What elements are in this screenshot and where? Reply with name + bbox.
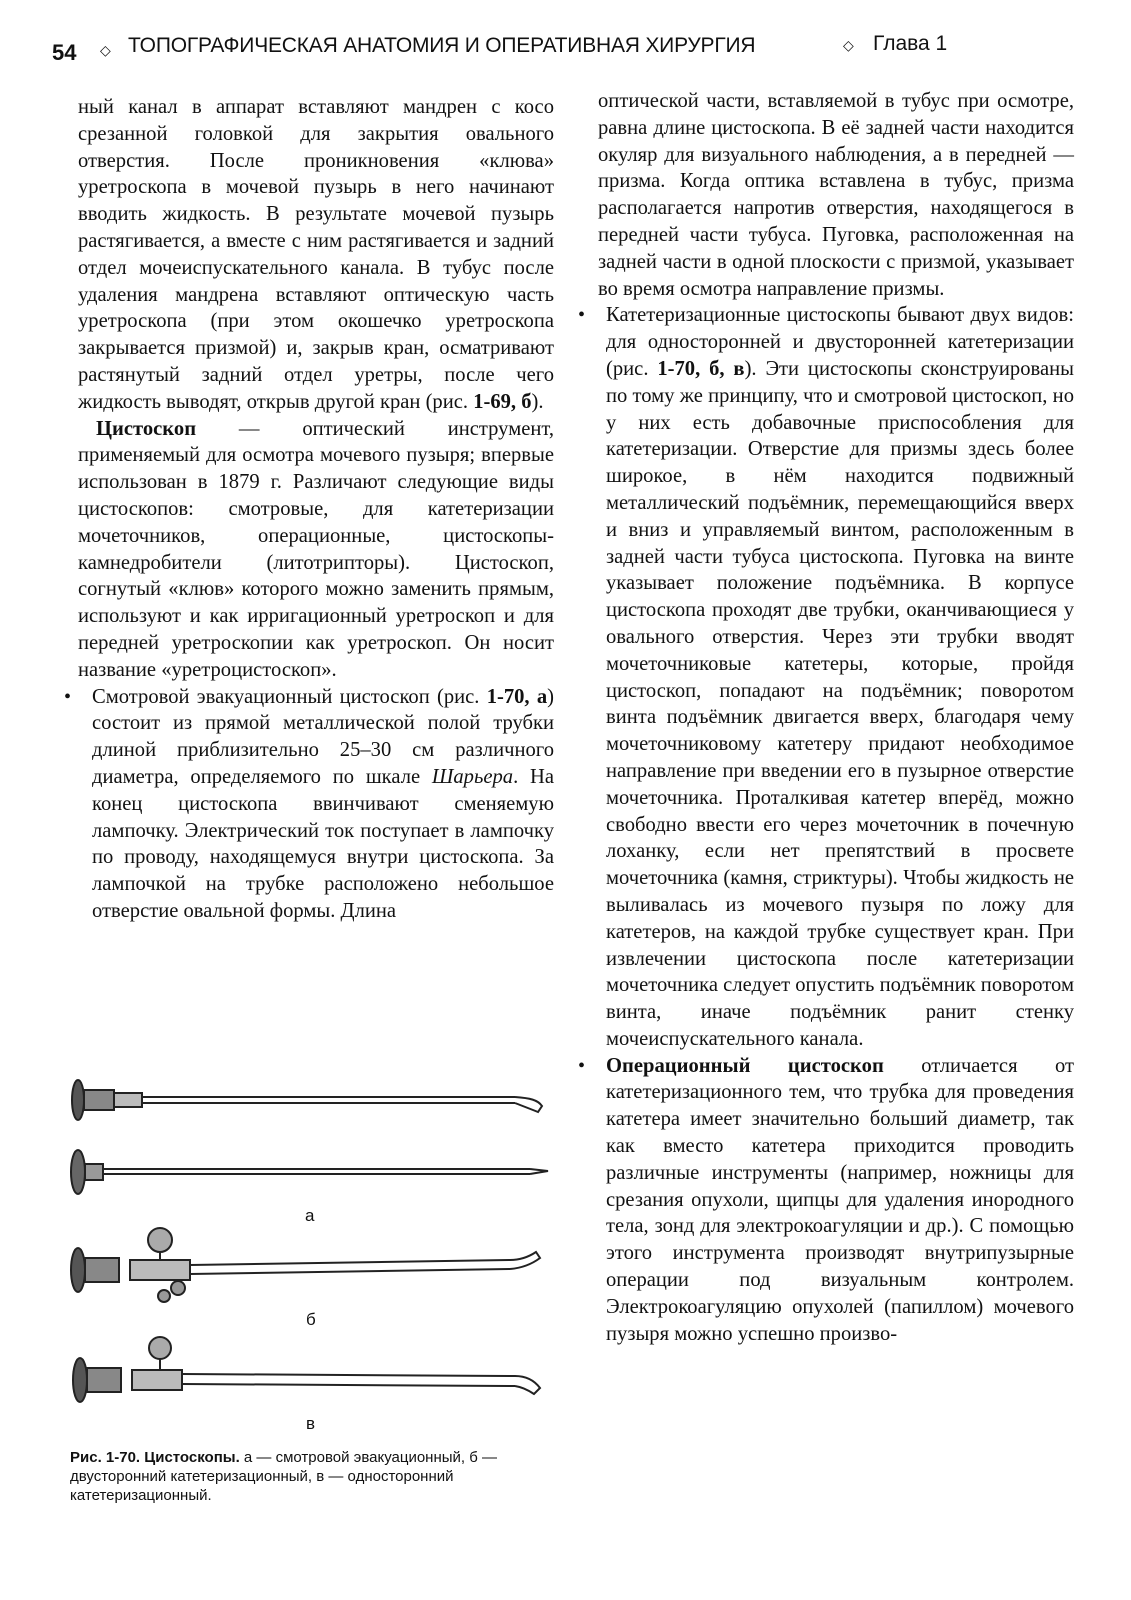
figure-label-b: б (306, 1310, 316, 1329)
paragraph: Цистоскоп — оптический инструмент, применяемый для осмотра мочевого пузыря; впервые использован в 1879 г. Различают следующие виды цистоскопов: смотровые, для катетеризации мочеточников, операционные, цистоскопы-камнедробители (литотрипторы). Цистоскоп, согнутый «клюв» которого можно заменить прямым, используют и как ирригационный уретроскоп и для передней уретроскопии как уретроскоп. Он носит название «уретроцистоскоп». (78, 417, 554, 681)
bullet-icon: • (578, 304, 586, 327)
page-number: 54 (52, 40, 77, 65)
term-cystoscope: Цистоскоп (96, 417, 197, 440)
list-item: • Операционный цистоскоп отличается от катетеризационного тем, что трубка для проведения катетера имеет значительно больший диаметр, так как вместо катетера приходится проводить различные инструменты (например, ножницы для срезания опухоли, щипцы для удаления инородного тела, зонд для электрокоагуляции и др.). С помощью этого инструмента производят внутрипузырные операции под визуальным контролем. Электрокоагуляцию опухолей (папиллом) мочевого пузыря можно успешно произво- (578, 1054, 1074, 1345)
paragraph: оптической части, вставляемой в тубус при осмотре, равна длине цистоскопа. В её задней части находится окуляр для визуального наблюдения, а в передней — призма. Когда оптика вставлена в тубус, призма располагается напротив отверстия, находящегося в передней части тубуса. Пуговка, расположенная на задней части в одной плоскости с призмой, указывает во время осмотра направление призмы. (598, 90, 1074, 300)
figure-label-a: а (305, 1206, 315, 1225)
book-title: ТОПОГРАФИЧЕСКАЯ АНАТОМИЯ И ОПЕРАТИВНАЯ ХИРУРГИЯ (128, 34, 756, 57)
caption-title: Рис. 1-70. Цистоскопы. (70, 1449, 240, 1466)
chapter-label: Глава 1 (873, 32, 948, 55)
bullet-icon: • (64, 685, 72, 708)
cystoscope-illustrations (60, 1060, 560, 1460)
figure-caption (70, 1448, 556, 1505)
cystoscope-a1-drawing (72, 1080, 542, 1120)
cystoscope-a2-drawing (71, 1150, 548, 1194)
term-operating-cystoscope: Операционный цистоскоп (606, 1054, 884, 1077)
left-column (64, 94, 555, 925)
figure-cystoscopes (60, 1060, 560, 1460)
cystoscope-b-drawing (71, 1228, 540, 1302)
list-item: • Смотровой эвакуационный цистоскоп (рис. 1-70, а) состоит из прямой металлической полой трубки длиной приблизительно 25–30 см различного диаметра, определяемого по шкале Шарьера. На конец цистоскопа ввинчивают сменяемую лампочку. Электрический ток поступает в лампочку по проводу, находящемуся внутри цистоскопа. За лампочкой на трубке расположено небольшое отверстие овальной формы. Длина (64, 685, 555, 922)
diamond-icon: ◇ (843, 37, 854, 53)
diamond-icon: ◇ (100, 42, 111, 58)
cystoscope-v-drawing (73, 1337, 540, 1402)
caption-text: а — смотровой эвакуационный, б — двусторонний катетеризационный, в — односторонний катетеризационный. (70, 1449, 497, 1504)
bullet-icon: • (578, 1054, 586, 1077)
figure-label-v: в (306, 1414, 316, 1433)
running-header (40, 30, 1090, 64)
list-item: • Катетеризационные цистоскопы бывают двух видов: для односторонней и двусторонней катетеризации (рис. 1-70, б, в). Эти цистоскопы сконструированы по тому же принципу, что и смотровой цистоскоп, но у них есть добавочные приспособления для катетеризации. Отверстие для призмы здесь более широкое, в нём находится подвижный металлический подъёмник, перемещающийся вверх и вниз и управляемый винтом, расположенным в задней части тубуса цистоскопа. Пуговка на винте указывает положение подъёмника. В корпусе цистоскопа проходят две трубки, оканчивающиеся у овального отверстия. Через эти трубки вводят мочеточниковые катетеры, которые, пройдя цистоскоп, попадают на подъёмник; поворотом винта подъёмник двигается вверх, благодаря чему мочеточниковому катетеру придают необходимое направление при введении его в пузырное отверстие мочеточника. Проталкивая катетер вперёд, можно свободно ввести его через мочеточник в почечную лоханку, если нет препятствий в просвете мочеточника (камня, стриктуры). Чтобы жидкость не выливалась из мочевого пузыря по ложу для катетеров, на каждой трубке существует кран. При извлечении цистоскопа после катетеризации мочеточника следует опустить подъёмник поворотом винта, иначе подъёмник ранит стенку мочеиспускательного канала. (578, 304, 1074, 1050)
paragraph: ный канал в аппарат вставляют мандрен с косо срезанной головкой для закрытия овального отверстия. После проникновения «клюва» уретроскопа в мочевой пузырь в него начинают вводить жидкость. В результате мочевой пузырь растягивается, а вместе с ним растягивается и задний отдел мочеиспускательного канала. В тубус после удаления мандрена вставляют оптическую часть уретроскопа (при этом окошечко уретроскопа закрывается призмой) и, закрыв кран, осматривают растянутый задний отдел уретры, после чего жидкость выводят, открыв другой кран (рис. 1-69, б). (78, 96, 554, 413)
right-column (578, 88, 1074, 1347)
